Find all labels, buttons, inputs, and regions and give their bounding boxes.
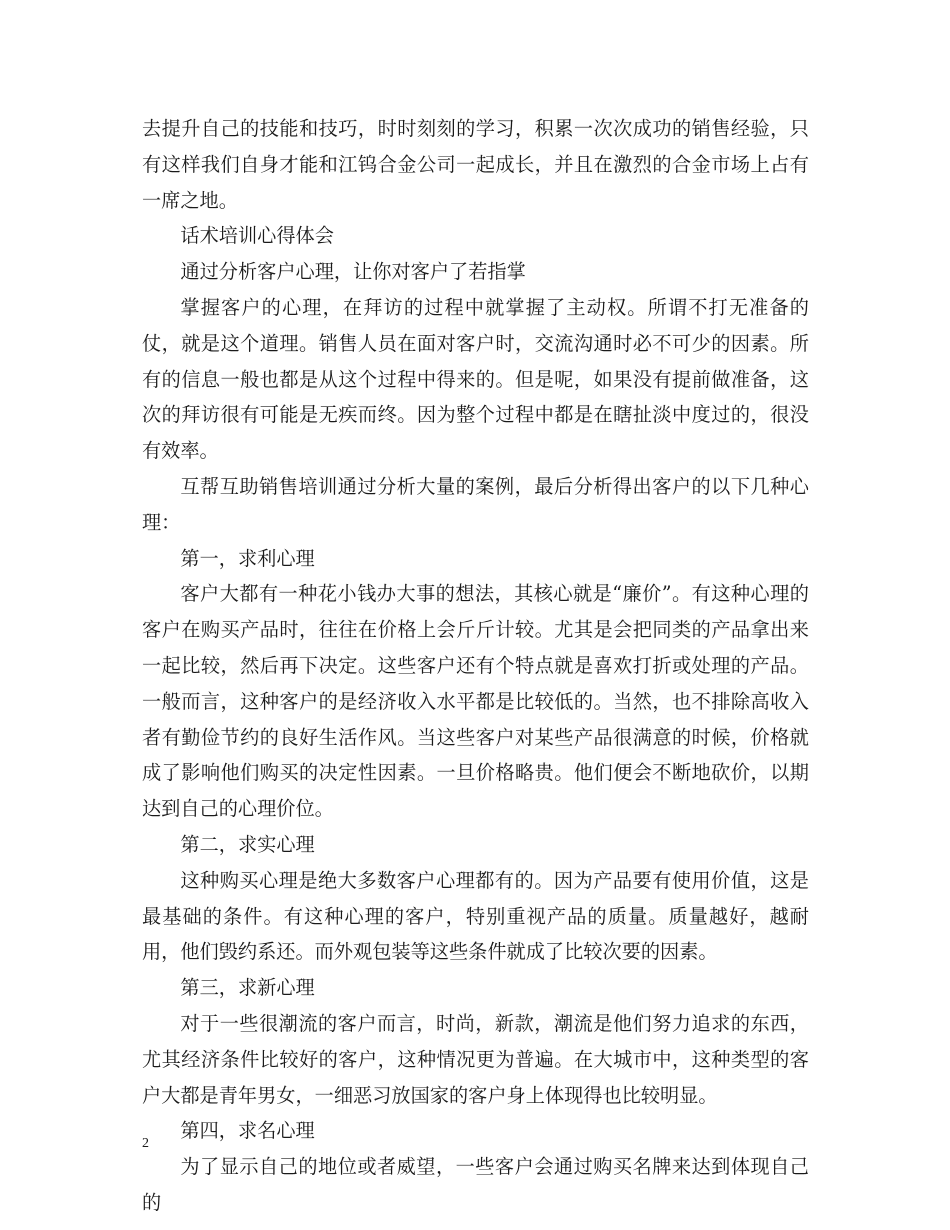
paragraph-continuation: 去提升自己的技能和技巧，时时刻刻的学习，积累一次次成功的销售经验，只有这样我们自身才能和江钨合金公司一起成长，并且在激烈的合金市场上占有一席之地。 [142,117,809,212]
paragraph: 这种购买心理是绝大多数客户心理都有的。因为产品要有使用价值，这是最基础的条件。有这种心理的客户，特别重视产品的质量。质量越好，越耐用，他们毁约系还。而外观包装等这些条件就成了比较次要的因素。 [142,868,809,964]
section-subtitle: 通过分析客户心理，让你对客户了若指掌 [180,260,526,284]
paragraph: 为了显示自己的地位或者威望，一些客户会通过购买名牌来达到体现自己的 [142,1155,809,1214]
section-heading: 话术培训心得体会 [180,224,334,248]
document-body [142,111,809,1221]
paragraph: 掌握客户的心理，在拜访的过程中就掌握了主动权。所谓不打无准备的仗，就是这个道理。销售人员在面对客户时，交流沟通时必不可少的因素。所有的信息一般也都是从这个过程中得来的。但是呢，如果没有提前做准备，这次的拜访很有可能是无疾而终。因为整个过程中都是在瞎扯淡中度过的，很没有效率。 [142,295,809,463]
paragraph: 对于一些很潮流的客户而言，时尚，新款，潮流是他们努力追求的东西，尤其经济条件比较好的客户，这种情况更为普遍。在大城市中，这种类型的客户大都是青年男女，一细恶习放国家的客户身上体现得也比较明显。 [142,1011,809,1107]
list-heading: 第一，求利心理 [180,546,315,570]
paragraph: 客户大都有一种花小钱办大事的想法，其核心就是“廉价”。有这种心理的客户在购买产品时，往往在价格上会斤斤计较。尤其是会把同类的产品拿出来一起比较，然后再下决定。这些客户还有个特点就是喜欢打折或处理的产品。一般而言，这种客户的是经济收入水平都是比较低的。当然，也不排除高收入者有勤俭节约的良好生活作风。当这些客户对某些产品很满意的时候，价格就成了影响他们购买的决定性因素。一旦价格略贵。他们便会不断地砍价，以期达到自己的心理价位。 [142,582,809,821]
list-heading: 第三，求新心理 [180,976,315,1000]
list-heading: 第二，求实心理 [180,832,315,856]
paragraph: 互帮互助销售培训通过分析大量的案例，最后分析得出客户的以下几种心理： [142,474,809,534]
list-heading: 第四，求名心理 [180,1119,315,1143]
page-number: 2 [142,1136,149,1151]
